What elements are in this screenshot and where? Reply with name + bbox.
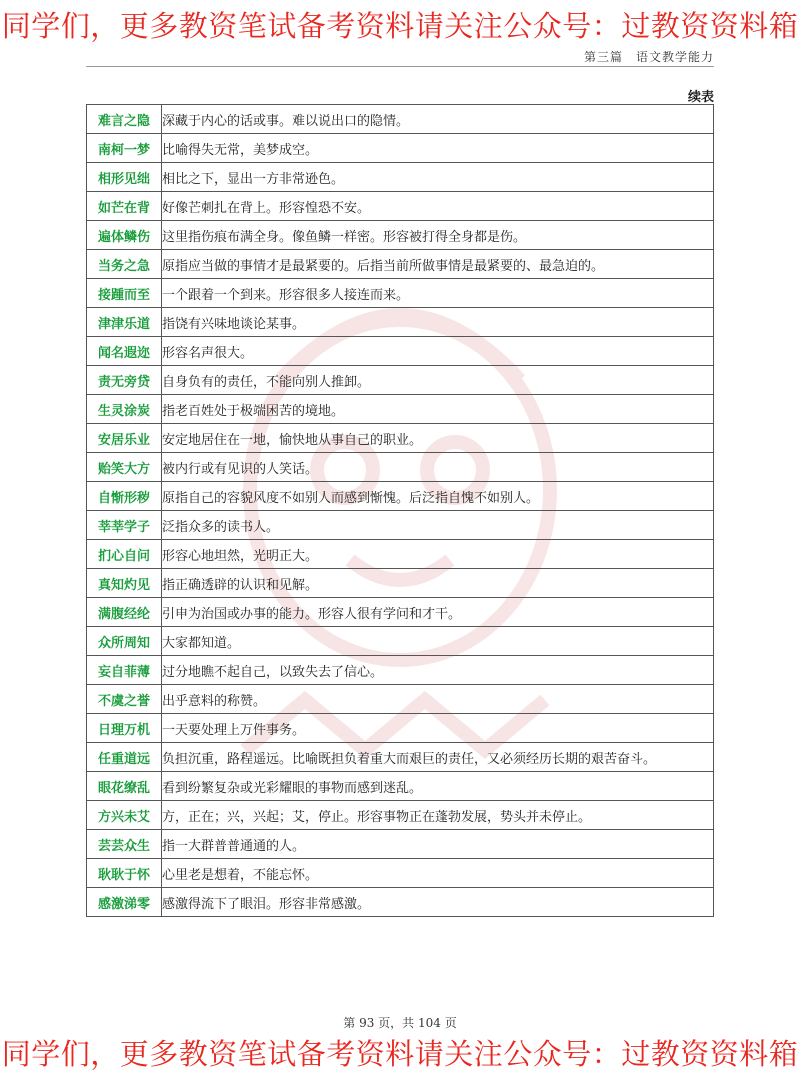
table-row (87, 656, 714, 685)
idiom-term: 津津乐道 (87, 308, 162, 337)
idiom-definition: 一个跟着一个到来。形容很多人接连而来。 (162, 279, 714, 308)
idiom-definition: 心里老是想着，不能忘怀。 (162, 859, 714, 888)
idiom-term: 责无旁贷 (87, 366, 162, 395)
idiom-definition: 自身负有的责任，不能向别人推卸。 (162, 366, 714, 395)
table-row (87, 105, 714, 134)
table-row (87, 743, 714, 772)
table-row (87, 888, 714, 917)
table-row (87, 627, 714, 656)
idiom-term: 生灵涂炭 (87, 395, 162, 424)
table-row (87, 250, 714, 279)
idiom-definition: 相比之下，显出一方非常逊色。 (162, 163, 714, 192)
idiom-term: 扪心自问 (87, 540, 162, 569)
idiom-definition: 被内行或有见识的人笑话。 (162, 453, 714, 482)
idiom-term: 南柯一梦 (87, 134, 162, 163)
idiom-term: 闻名遐迩 (87, 337, 162, 366)
page-number: 第 93 页，共 104 页 (343, 1016, 457, 1030)
idiom-definition: 过分地瞧不起自己，以致失去了信心。 (162, 656, 714, 685)
idiom-term: 妄自菲薄 (87, 656, 162, 685)
idiom-definition: 这里指伤痕布满全身。像鱼鳞一样密。形容被打得全身都是伤。 (162, 221, 714, 250)
table-row (87, 511, 714, 540)
idiom-definition: 深藏于内心的话或事。难以说出口的隐情。 (162, 105, 714, 134)
idiom-definition: 负担沉重，路程遥远。比喻既担负着重大而艰巨的责任，又必须经历长期的艰苦奋斗。 (162, 743, 714, 772)
table-row (87, 830, 714, 859)
idiom-definition: 指老百姓处于极端困苦的境地。 (162, 395, 714, 424)
idiom-term: 贻笑大方 (87, 453, 162, 482)
table-row (87, 685, 714, 714)
table-row (87, 859, 714, 888)
table-row (87, 424, 714, 453)
table-row (87, 482, 714, 511)
table-row (87, 598, 714, 627)
table-row (87, 134, 714, 163)
idiom-definition: 引申为治国或办事的能力。形容人很有学问和才干。 (162, 598, 714, 627)
top-promo-banner: 同学们，更多教资笔试备考资料请关注公众号：过教资资料箱 (1, 9, 799, 43)
idiom-definition: 原指自己的容貌风度不如别人而感到惭愧。后泛指自愧不如别人。 (162, 482, 714, 511)
idiom-term: 眼花缭乱 (87, 772, 162, 801)
idiom-definition: 看到纷繁复杂或光彩耀眼的事物而感到迷乱。 (162, 772, 714, 801)
idiom-term: 方兴未艾 (87, 801, 162, 830)
chapter-heading: 第三篇 语文教学能力 (583, 50, 714, 64)
idiom-term: 众所周知 (87, 627, 162, 656)
idiom-term: 安居乐业 (87, 424, 162, 453)
table-continued-label: 续表 (687, 90, 714, 105)
table-row (87, 308, 714, 337)
idiom-definition: 出乎意料的称赞。 (162, 685, 714, 714)
idiom-term: 真知灼见 (87, 569, 162, 598)
idiom-term: 当务之急 (87, 250, 162, 279)
idiom-definition: 指饶有兴味地谈论某事。 (162, 308, 714, 337)
idiom-table-body (87, 105, 714, 917)
table-row (87, 221, 714, 250)
idiom-term: 不虞之誉 (87, 685, 162, 714)
idiom-definition: 形容心地坦然，光明正大。 (162, 540, 714, 569)
idiom-term: 自惭形秽 (87, 482, 162, 511)
table-row (87, 569, 714, 598)
bottom-promo-banner: 同学们，更多教资笔试备考资料请关注公众号：过教资资料箱 (1, 1037, 799, 1071)
idiom-term: 满腹经纶 (87, 598, 162, 627)
idiom-term: 芸芸众生 (87, 830, 162, 859)
table-row (87, 772, 714, 801)
table-row (87, 337, 714, 366)
table-row (87, 163, 714, 192)
idiom-definition: 安定地居住在一地，愉快地从事自己的职业。 (162, 424, 714, 453)
idiom-definition: 指一大群普普通通的人。 (162, 830, 714, 859)
idiom-term: 耿耿于怀 (87, 859, 162, 888)
idiom-definition: 一天要处理上万件事务。 (162, 714, 714, 743)
idiom-definition: 形容名声很大。 (162, 337, 714, 366)
table-row (87, 366, 714, 395)
table-row (87, 192, 714, 221)
table-row (87, 801, 714, 830)
idiom-definition: 泛指众多的读书人。 (162, 511, 714, 540)
idiom-term: 莘莘学子 (87, 511, 162, 540)
idiom-definition: 好像芒刺扎在背上。形容惶恐不安。 (162, 192, 714, 221)
idiom-table (86, 104, 714, 917)
idiom-definition: 方，正在；兴，兴起；艾，停止。形容事物正在蓬勃发展，势头并未停止。 (162, 801, 714, 830)
idiom-term: 如芒在背 (87, 192, 162, 221)
idiom-term: 感激涕零 (87, 888, 162, 917)
idiom-term: 遍体鳞伤 (87, 221, 162, 250)
table-row (87, 279, 714, 308)
header-divider (86, 66, 714, 67)
idiom-term: 难言之隐 (87, 105, 162, 134)
idiom-definition: 比喻得失无常，美梦成空。 (162, 134, 714, 163)
idiom-definition: 指正确透辟的认识和见解。 (162, 569, 714, 598)
table-row (87, 540, 714, 569)
idiom-definition: 大家都知道。 (162, 627, 714, 656)
table-row (87, 453, 714, 482)
table-row (87, 395, 714, 424)
idiom-term: 任重道远 (87, 743, 162, 772)
idiom-term: 接踵而至 (87, 279, 162, 308)
table-row (87, 714, 714, 743)
idiom-term: 日理万机 (87, 714, 162, 743)
idiom-definition: 感激得流下了眼泪。形容非常感激。 (162, 888, 714, 917)
idiom-term: 相形见绌 (87, 163, 162, 192)
idiom-definition: 原指应当做的事情才是最紧要的。后指当前所做事情是最紧要的、最急迫的。 (162, 250, 714, 279)
